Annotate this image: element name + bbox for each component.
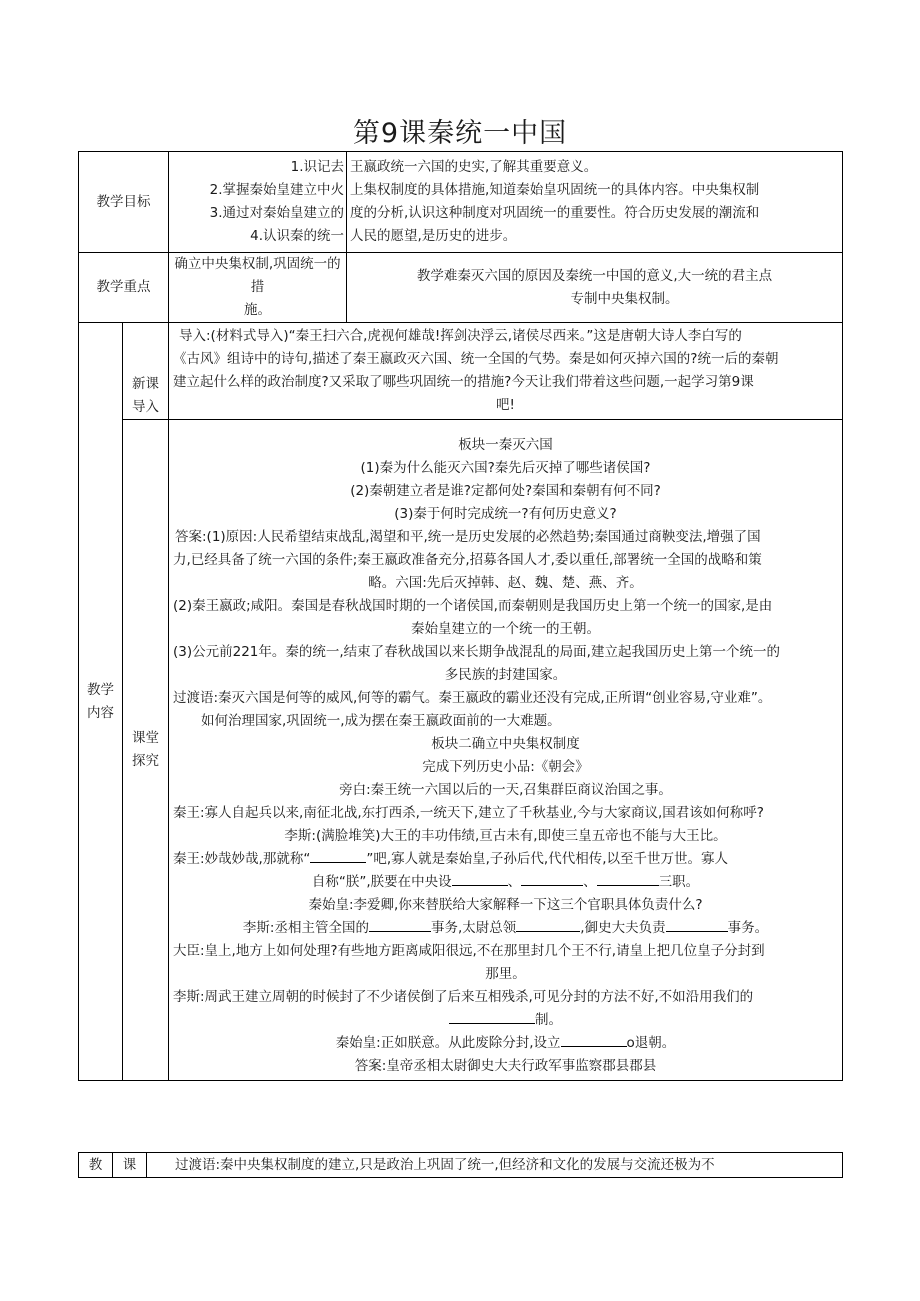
play-line-qin-1: 秦王:寡人自起兵以来,南征北战,东打西杀,一统天下,建立了千秋基业,今与大家商议,国君该如何称呼? <box>173 805 764 821</box>
intro-label <box>123 323 169 420</box>
answer-line-2: 力,已经具备了统一六国的条件;秦王嬴政准备充分,招募各国人才,委以重任,部署统一全国的战略和策 <box>173 552 762 568</box>
play-line-emperor-1: 秦始皇:李爱卿,你来替朕给大家解释一下这三个官职具体负责什么? <box>308 897 703 913</box>
play-line-lisi-2a: 李斯:丞相主管全国的 <box>242 920 369 936</box>
key-right-2: 专制中央集权制。 <box>570 290 679 307</box>
intro-row <box>79 323 843 420</box>
goals-label: 教学目标 <box>79 152 169 253</box>
fill-blank-title <box>310 848 366 863</box>
goal-left-4: 4.认识秦的统一 <box>250 228 344 244</box>
intro-line-2: 《古风》组诗中的诗句,描述了秦王嬴政灭六国、统一全国的气势。秦是如何灭掉六国的?统一后的秦朝 <box>173 351 779 367</box>
play-line-qin-2 <box>173 848 838 871</box>
answer-line-1: 答案:(1)原因:人民希望结束战乱,渴望和平,统一是历史发展的必然趋势;秦国通过商鞅变法,增强了国 <box>175 529 761 545</box>
play-line-lisi-1: 李斯:(满脸堆笑)大王的丰功伟绩,亘古未有,即使三皇五帝也不能与大王比。 <box>284 828 727 844</box>
answer-line-6: (3)公元前221年。秦的统一,结束了春秋战国以来长期争战混乱的局面,建立起我国历史上第一个统一的 <box>173 644 780 660</box>
transition-line-2: 如何治理国家,巩固统一,成为摆在秦王嬴政面前的一大难题。 <box>201 713 561 729</box>
question-1: (1)秦为什么能灭六国?秦先后灭掉了哪些诸侯国? <box>360 460 651 476</box>
intro-line-3: 建立起什么样的政治制度?又采取了哪些巩固统一的措施?今天让我们带着这些问题,一起学习第9课 <box>173 374 754 390</box>
continuation-text: 过渡语:秦中央集权制度的建立,只是政治上巩固了统一,但经济和文化的发展与交流还极为不 <box>147 1153 843 1178</box>
continuation-cell-1: 教 <box>79 1153 113 1178</box>
play-line-lisi-3: 李斯:周武王建立周朝的时候封了不少诸侯倒了后来互相残杀,可见分封的方法不好,不如沿用我们的 <box>173 989 754 1005</box>
block-one-heading: 板块一秦灭六国 <box>458 437 553 453</box>
fill-blank-duty-1 <box>369 917 431 932</box>
key-row <box>79 253 843 323</box>
answer-line-3: 略。六国:先后灭掉韩、赵、魏、楚、燕、齐。 <box>368 575 643 591</box>
page-title: 第9课秦统一中国 <box>352 118 568 149</box>
fill-blank-duty-3 <box>666 917 728 932</box>
transition-line-1: 过渡语:秦灭六国是何等的威风,何等的霸气。秦王嬴政的霸业还没有完成,正所谓“创业容易,守业难”。 <box>173 690 772 706</box>
play-line-lisi-2 <box>173 917 838 940</box>
fill-blank-county <box>561 1032 627 1047</box>
goal-left-1: 1.识记去 <box>290 159 344 175</box>
fill-blank-system <box>449 1009 535 1024</box>
explore-cell <box>169 420 843 1081</box>
fill-blank-duty-2 <box>516 917 580 932</box>
key-right-cell <box>347 253 843 323</box>
key-label: 教学重点 <box>79 253 169 323</box>
play-line-lisi-2d: 事务。 <box>727 920 769 936</box>
play-line-qin-3d: 三职。 <box>658 874 700 890</box>
goal-right-4: 人民的愿望,是历史的进步。 <box>350 228 517 244</box>
key-mid-1: 确立中央集权制,巩固统一的措 <box>174 256 341 295</box>
play-line-minister-2: 那里。 <box>485 966 526 982</box>
play-line-lisi-4b: 制。 <box>535 1012 562 1028</box>
lesson-plan-table <box>78 151 843 1081</box>
play-line-lisi-4 <box>173 1009 838 1032</box>
key-mid-2: 施。 <box>244 302 271 318</box>
intro-label-1: 新课 <box>132 376 159 392</box>
play-line-qin-3b: 、 <box>507 874 522 890</box>
play-line-emperor-2a: 秦始皇:正如朕意。从此废除分封,设立 <box>335 1035 561 1051</box>
play-line-qin-2b: ”吧,寡人就是秦始皇,子孙后代,代代相传,以至千世万世。寡人 <box>366 851 729 867</box>
goals-row <box>79 152 843 253</box>
continuation-table <box>78 1152 843 1178</box>
continuation-cell-2: 课 <box>113 1153 147 1178</box>
play-intro: 完成下列历史小品:《朝会》 <box>422 759 589 775</box>
fill-blank-post-3 <box>597 871 659 886</box>
goal-left-2: 2.掌握秦始皇建立中火 <box>209 182 344 198</box>
goal-right-3: 度的分析,认识这种制度对巩固统一的重要性。符合历史发展的潮流和 <box>350 205 760 221</box>
question-3: (3)秦于何时完成统一?有何历史意义? <box>394 506 617 522</box>
intro-line-1: 导入:(材料式导入)“秦王扫六合,虎视何雄哉!挥剑决浮云,诸侯尽西来。”这是唐朝大诗人李白写的 <box>179 328 742 344</box>
goal-right-1: 王嬴政统一六国的史实,了解其重要意义。 <box>350 159 598 175</box>
answer-line-5: 秦始皇建立的一个统一的王朝。 <box>411 621 600 637</box>
play-line-emperor-2b: o退朝。 <box>626 1035 676 1051</box>
fill-blank-post-2 <box>521 871 583 886</box>
goal-right-2: 上集权制度的具体措施,知道秦始皇巩固统一的具体内容。中央集权制 <box>350 182 760 198</box>
content-label <box>79 323 123 1081</box>
explore-label-2: 探究 <box>132 753 159 769</box>
key-right-1: 教学难秦灭六国的原因及秦统一中国的意义,大一统的君主点 <box>416 267 773 284</box>
explore-row <box>79 420 843 1081</box>
goals-left-cell <box>169 152 347 253</box>
question-2: (2)秦朝建立者是谁?定都何处?秦国和秦朝有何不同? <box>350 483 661 499</box>
play-line-qin-3a: 自称“朕”,朕要在中央设 <box>311 874 452 890</box>
play-line-emperor-2 <box>173 1032 838 1055</box>
play-line-qin-3 <box>173 871 838 894</box>
intro-label-2: 导入 <box>132 399 159 415</box>
answer-line-4: (2)秦王嬴政;咸阳。秦国是春秋战国时期的一个诸侯国,而秦朝则是我国历史上第一个统一的国家,是由 <box>173 598 773 614</box>
fill-blank-post-1 <box>452 871 508 886</box>
explore-label <box>123 420 169 1081</box>
block-two-heading: 板块二确立中央集权制度 <box>431 736 580 752</box>
play-line-minister-1: 大臣:皇上,地方上如何处理?有些地方距离咸阳很远,不在那里封几个王不行,请皇上把几位皇子分封到 <box>173 943 765 959</box>
goals-right-cell <box>347 152 843 253</box>
continuation-row <box>79 1153 843 1178</box>
key-mid-cell <box>169 253 347 323</box>
intro-cell <box>169 323 843 420</box>
content-label-1: 教学 <box>87 681 114 698</box>
play-answer: 答案:皇帝丞相太尉御史大夫行政军事监察郡县郡县 <box>354 1058 657 1074</box>
play-line-qin-3c: 、 <box>583 874 597 890</box>
explore-label-1: 课堂 <box>132 730 159 746</box>
play-line-lisi-2b: 事务,太尉总领 <box>430 920 517 936</box>
play-line-qin-2a: 秦王:妙哉妙哉,那就称“ <box>173 851 311 867</box>
play-narration: 旁白:秦王统一六国以后的一天,召集群臣商议治国之事。 <box>339 782 672 798</box>
content-label-2: 内容 <box>87 704 114 721</box>
answer-line-7: 多民族的封建国家。 <box>444 667 567 683</box>
intro-line-4: 吧! <box>496 397 515 413</box>
play-line-lisi-2c: ,御史大夫负责 <box>580 920 666 936</box>
goal-left-3: 3.通过对秦始皇建立的 <box>209 205 344 221</box>
